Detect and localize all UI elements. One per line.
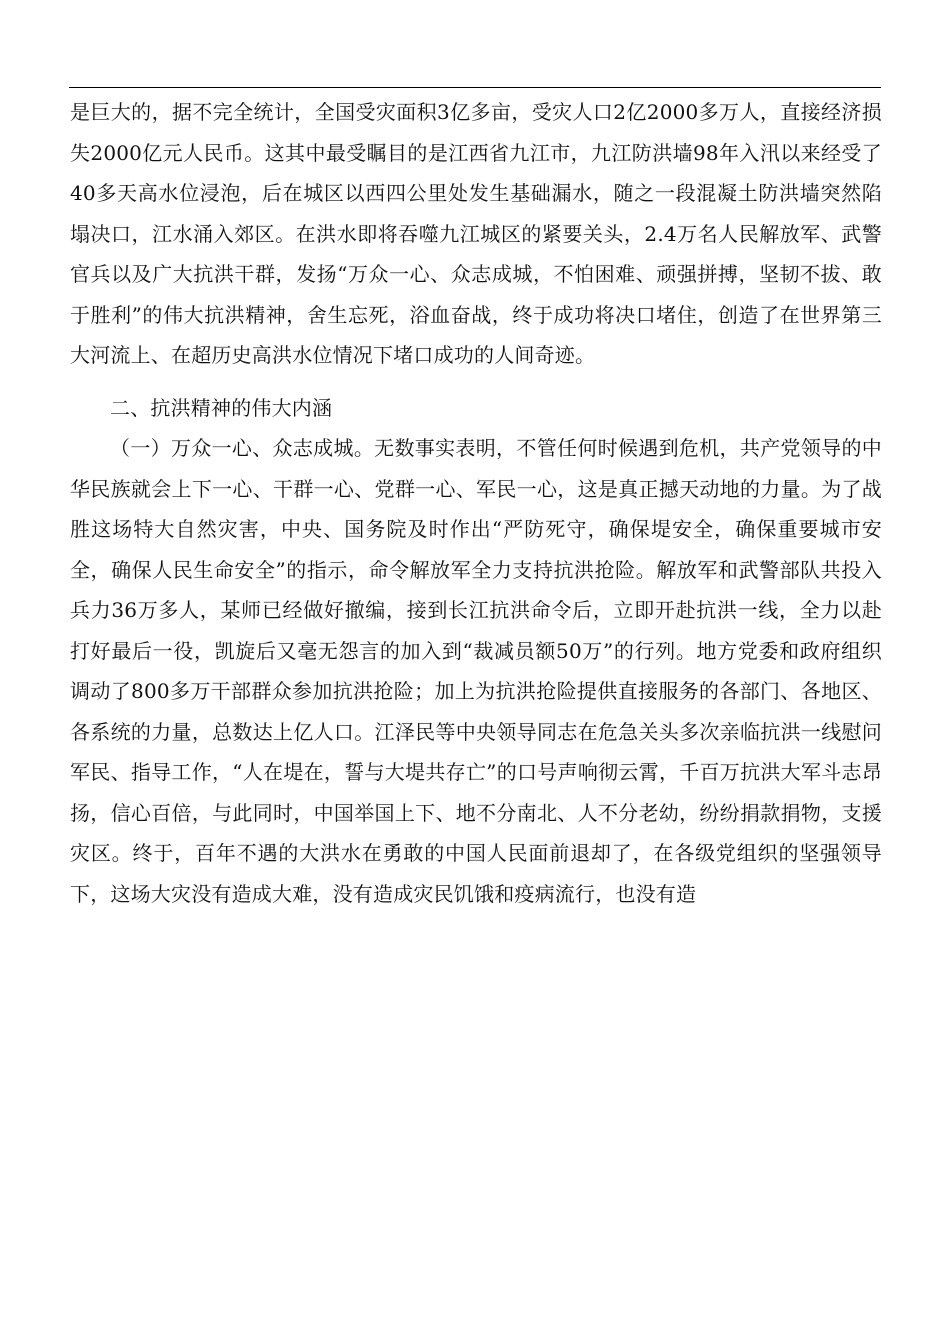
paragraph-continuation: 是巨大的，据不完全统计，全国受灾面积3亿多亩，受灾人口2亿2000多万人，直接经济损失2000亿元人民币。这其中最受瞩目的是江西省九江市，九江防洪墙98年入汛以来经受了40多天高水位浸泡，后在城区以西四公里处发生基础漏水，随之一段混凝土防洪墙突然陷塌决口，江水涌入郊区。在洪水即将吞噬九江城区的紧要关头，2.4万名人民解放军、武警官兵以及广大抗洪干群，发扬“万众一心、众志成城，不怕困难、顽强拼搏，坚韧不拔、敢于胜利”的伟大抗洪精神，舍生忘死，浴血奋战，终于成功将决口堵住，创造了在世界第三大河流上、在超历史高洪水位情况下堵口成功的人间奇迹。 (70, 100, 882, 367)
section-heading: 二、抗洪精神的伟大内涵 (110, 395, 333, 420)
paragraph-unity: （一）万众一心、众志成城。无数事实表明，不管任何时候遇到危机，共产党领导的中华民族就会上下一心、干群一心、党群一心、军民一心，这是真正撼天动地的力量。为了战胜这场特大自然灾害，中央、国务院及时作出“严防死守，确保堤安全，确保重要城市安全，确保人民生命安全”的指示，命令解放军全力支持抗洪抢险。解放军和武警部队共投入兵力36万多人，某师已经做好撤编，接到长江抗洪命令后，立即开赴抗洪一线，全力以赴打好最后一役，凯旋后又毫无怨言的加入到“裁减员额50万”的行列。地方党委和政府组织调动了800多万干部群众参加抗洪抢险；加上为抗洪抢险提供直接服务的各部门、各地区、各系统的力量，总数达上亿人口。江泽民等中央领导同志在危急关头多次亲临抗洪一线慰问军民、指导工作，“人在堤在，誓与大堤共存亡”的口号声响彻云霄，千百万抗洪大军斗志昂扬，信心百倍，与此同时，中国举国上下、地不分南北、人不分老幼，纷纷捐款捐物，支援灾区。终于，百年不遇的大洪水在勇敢的中国人民面前退却了，在各级党组织的坚强领导下，这场大灾没有造成大难，没有造成灾民饥饿和疫病流行，也没有造 (70, 436, 882, 906)
header-rule (69, 87, 881, 88)
document-body (70, 92, 882, 914)
